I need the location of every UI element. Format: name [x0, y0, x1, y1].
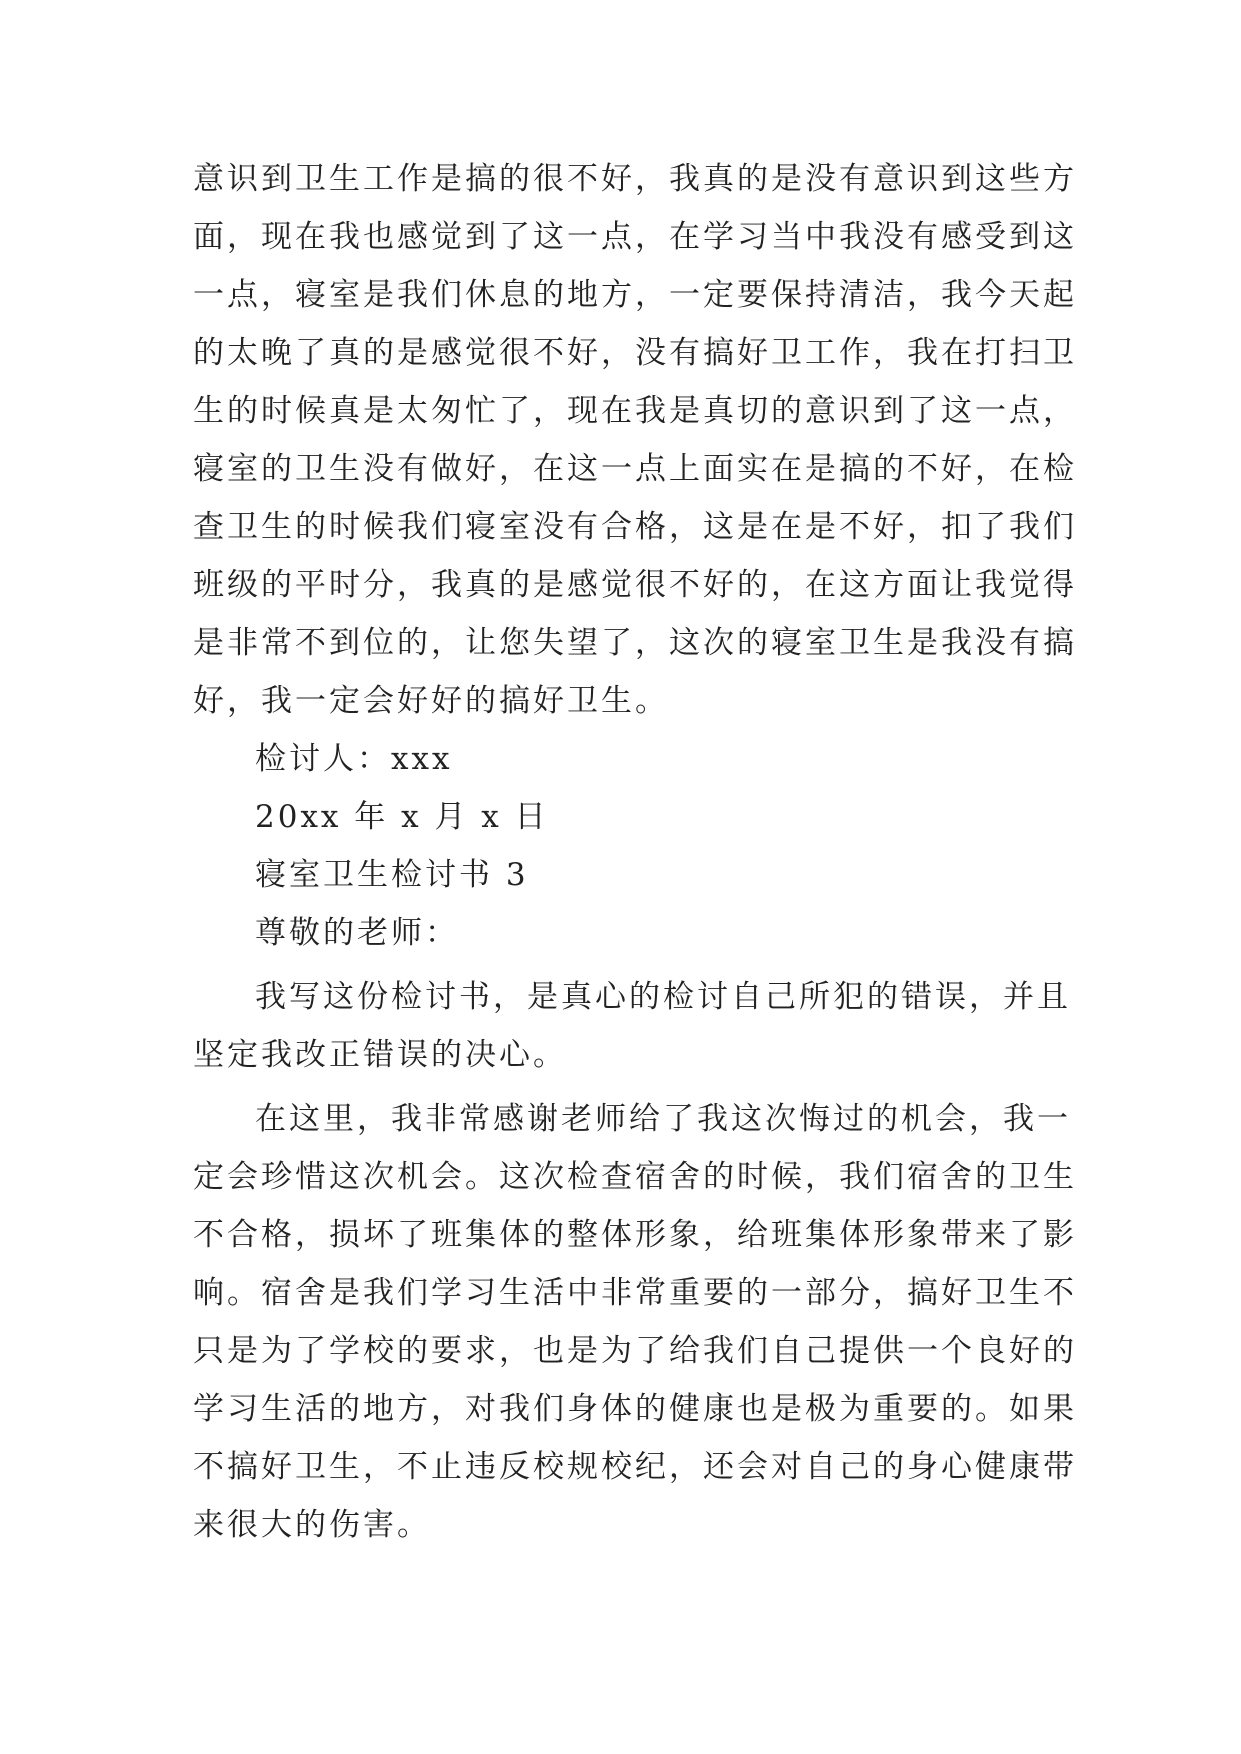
date-line: 20xx 年 x 月 x 日: [255, 799, 549, 835]
text-line: 不搞好卫生，不止违反校规校纪，还会对自己的身心健康带: [193, 1449, 1077, 1485]
text-line: 只是为了学校的要求，也是为了给我们自己提供一个良好的: [193, 1333, 1077, 1369]
paragraph-1: [193, 150, 1077, 730]
text-line: 响。宿舍是我们学习生活中非常重要的一部分，搞好卫生不: [193, 1275, 1077, 1311]
text-line: 来很大的伤害。: [193, 1507, 431, 1543]
text-line: 生的时候真是太匆忙了，现在我是真切的意识到了这一点，: [193, 393, 1077, 429]
text-line: 我写这份检讨书，是真心的检讨自己所犯的错误，并且: [255, 979, 1071, 1015]
text-line: 寝室的卫生没有做好，在这一点上面实在是搞的不好，在检: [193, 451, 1077, 487]
paragraph-2: [193, 968, 1071, 1084]
text-line: 是非常不到位的，让您失望了，这次的寝室卫生是我没有搞: [193, 625, 1077, 661]
document-body: [193, 150, 1077, 1554]
paragraph-3: [193, 1090, 1077, 1554]
text-line: 班级的平时分，我真的是感觉很不好的，在这方面让我觉得: [193, 567, 1077, 603]
text-line: 在这里，我非常感谢老师给了我这次悔过的机会，我一: [255, 1101, 1071, 1137]
text-line: 意识到卫生工作是搞的很不好，我真的是没有意识到这些方: [193, 161, 1077, 197]
text-line: 面，现在我也感觉到了这一点，在学习当中我没有感受到这: [193, 219, 1077, 255]
signature-line: 检讨人：xxx: [255, 741, 453, 777]
text-line: 一点，寝室是我们休息的地方，一定要保持清洁，我今天起: [193, 277, 1077, 313]
text-line: 学习生活的地方，对我们身体的健康也是极为重要的。如果: [193, 1391, 1077, 1427]
text-line: 查卫生的时候我们寝室没有合格，这是在是不好，扣了我们: [193, 509, 1077, 545]
section-title: 寝室卫生检讨书 3: [255, 857, 529, 893]
text-line: 好，我一定会好好的搞好卫生。: [193, 683, 669, 719]
salutation: 尊敬的老师：: [255, 915, 459, 951]
text-line: 的太晚了真的是感觉很不好，没有搞好卫工作，我在打扫卫: [193, 335, 1077, 371]
text-line: 坚定我改正错误的决心。: [193, 1037, 567, 1073]
text-line: 不合格，损坏了班集体的整体形象，给班集体形象带来了影: [193, 1217, 1077, 1253]
text-line: 定会珍惜这次机会。这次检查宿舍的时候，我们宿舍的卫生: [193, 1159, 1077, 1195]
